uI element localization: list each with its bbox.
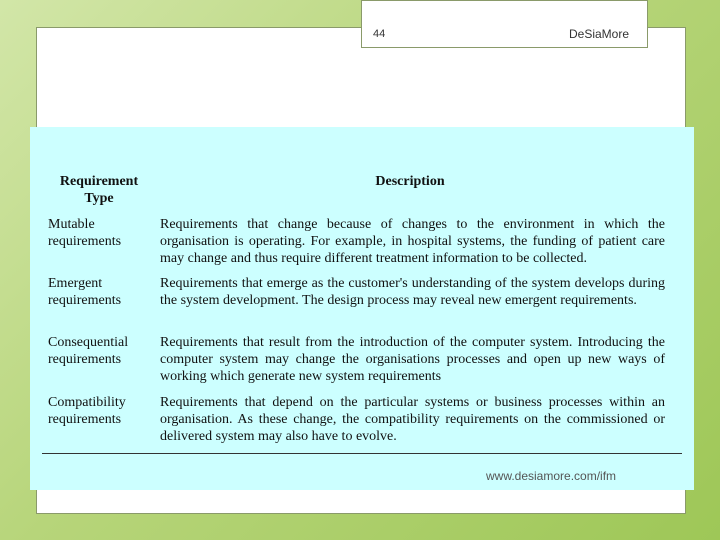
requirements-table: [30, 127, 694, 490]
column-header-description: Description: [375, 174, 445, 189]
row-description-mutable: Requirements that change because of changes to the environment in which the organisation is operating. For example, in hospital systems, the funding of patient care may change and thus require different treatment information to be collected.: [160, 217, 665, 266]
slide-number: 44: [373, 28, 386, 40]
footer-url[interactable]: www.desiamore.com/ifm: [486, 469, 617, 483]
row-description-emergent: Requirements that emerge as the customer's understanding of the system develops during the system development. The design process may reveal new emergent requirements.: [160, 276, 665, 308]
site-title: DeSiaMore: [569, 27, 630, 41]
row-description-compatibility: Requirements that depend on the particular systems or business processes within an organisation. As these change, the compatibility requirements on the commissioned or delivered system may also have to evolve.: [160, 395, 665, 444]
column-header-type: Requirement Type: [59, 174, 139, 206]
table-bottom-rule: [42, 453, 682, 454]
row-type-emergent: Emergent requirements: [48, 276, 122, 308]
row-type-mutable: Mutable requirements: [48, 217, 122, 249]
row-type-consequential: Consequential requirements: [48, 335, 129, 367]
row-type-compatibility: Compatibility requirements: [48, 395, 126, 427]
row-description-consequential: Requirements that result from the introduction of the computer system. Introducing the computer system may change the organisations processes and open up new ways of working which generate new system requirements: [160, 335, 665, 384]
